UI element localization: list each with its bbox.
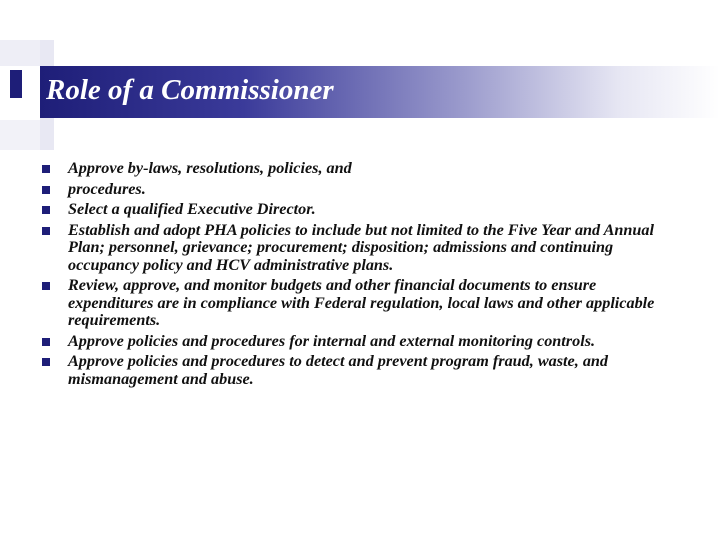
- square-bullet-icon: [42, 338, 50, 346]
- square-bullet-icon: [42, 186, 50, 194]
- bullet-item: procedures.: [0, 181, 720, 199]
- bullet-item: Approve by-laws, resolutions, policies, and: [0, 160, 720, 178]
- decor-block-top-left-2: [0, 120, 40, 150]
- bullet-item: Review, approve, and monitor budgets and other financial documents to ensure expenditures are in compliance with Federal regulation, local laws and other applicable requirements.: [0, 277, 720, 330]
- slide-title: Role of a Commissioner: [46, 74, 334, 106]
- square-bullet-icon: [42, 227, 50, 235]
- square-bullet-icon: [42, 358, 50, 366]
- bullet-item: Approve policies and procedures for internal and external monitoring controls.: [0, 333, 720, 351]
- square-bullet-icon: [42, 282, 50, 290]
- decor-block-top-left: [0, 40, 40, 66]
- title-accent-bar: [10, 70, 22, 98]
- square-bullet-icon: [42, 165, 50, 173]
- bullet-item: Select a qualified Executive Director.: [0, 201, 720, 219]
- bullet-list: [0, 160, 720, 391]
- bullet-item: Approve policies and procedures to detect and prevent program fraud, waste, and mismanagement and abuse.: [0, 353, 720, 388]
- square-bullet-icon: [42, 206, 50, 214]
- bullet-item: Establish and adopt PHA policies to include but not limited to the Five Year and Annual Plan; personnel, grievance; procurement; disposition; admissions and continuing occupancy policy and HCV administrative plans.: [0, 222, 720, 275]
